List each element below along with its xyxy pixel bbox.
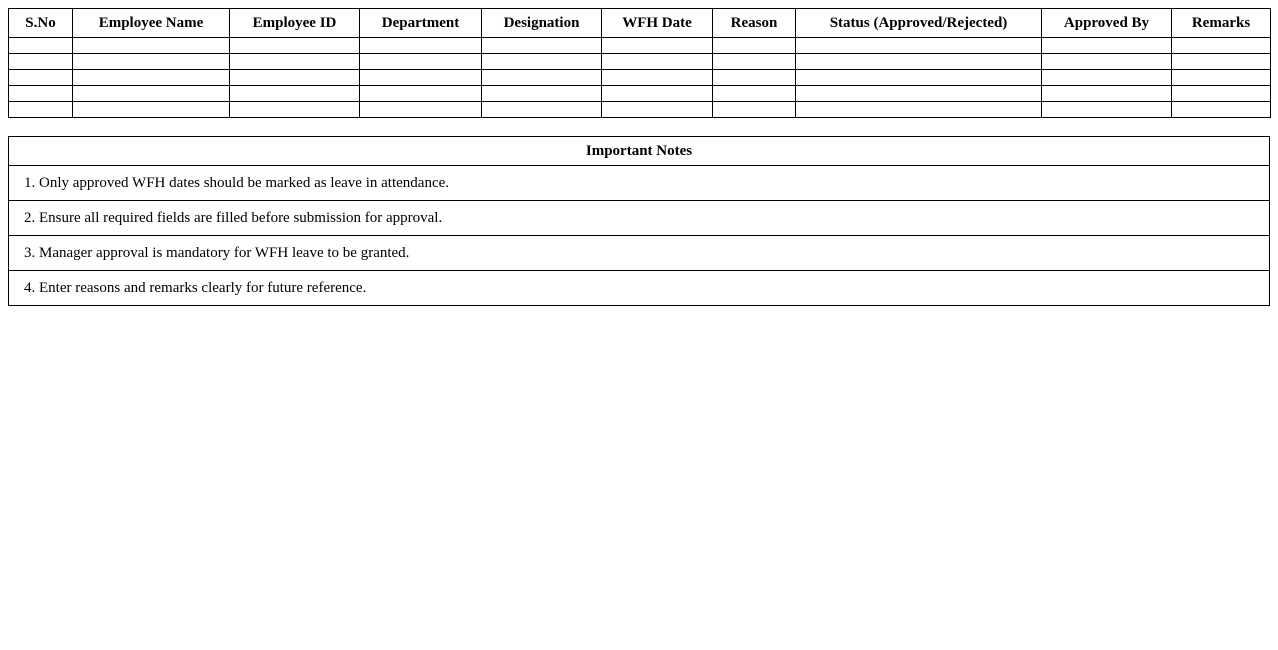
- cell-reason[interactable]: [713, 54, 796, 70]
- cell-sno[interactable]: [9, 38, 73, 54]
- cell-department[interactable]: [360, 54, 482, 70]
- cell-designation[interactable]: [482, 102, 602, 118]
- cell-approved-by[interactable]: [1042, 70, 1172, 86]
- column-header-employee-id: Employee ID: [230, 9, 360, 38]
- cell-reason[interactable]: [713, 38, 796, 54]
- column-header-approved-by: Approved By: [1042, 9, 1172, 38]
- cell-employee-id[interactable]: [230, 86, 360, 102]
- column-header-status: Status (Approved/Rejected): [796, 9, 1042, 38]
- table-row: [9, 54, 1271, 70]
- cell-wfh-date[interactable]: [602, 86, 713, 102]
- cell-approved-by[interactable]: [1042, 54, 1172, 70]
- cell-approved-by[interactable]: [1042, 38, 1172, 54]
- notes-row: [9, 166, 1270, 201]
- cell-employee-id[interactable]: [230, 38, 360, 54]
- cell-wfh-date[interactable]: [602, 70, 713, 86]
- cell-status[interactable]: [796, 38, 1042, 54]
- cell-employee-id[interactable]: [230, 70, 360, 86]
- wfh-request-table: [8, 8, 1271, 118]
- cell-status[interactable]: [796, 86, 1042, 102]
- cell-employee-name[interactable]: [73, 102, 230, 118]
- cell-approved-by[interactable]: [1042, 102, 1172, 118]
- note-item: 1. Only approved WFH dates should be marked as leave in attendance.: [9, 166, 1270, 201]
- cell-sno[interactable]: [9, 54, 73, 70]
- column-header-employee-name: Employee Name: [73, 9, 230, 38]
- notes-title: Important Notes: [9, 137, 1270, 166]
- table-row: [9, 86, 1271, 102]
- notes-row: [9, 271, 1270, 306]
- notes-header-row: [9, 137, 1270, 166]
- cell-employee-name[interactable]: [73, 70, 230, 86]
- table-row: [9, 102, 1271, 118]
- cell-employee-id[interactable]: [230, 54, 360, 70]
- cell-employee-name[interactable]: [73, 54, 230, 70]
- cell-wfh-date[interactable]: [602, 54, 713, 70]
- table-header-row: [9, 9, 1271, 38]
- note-item: 3. Manager approval is mandatory for WFH leave to be granted.: [9, 236, 1270, 271]
- cell-status[interactable]: [796, 70, 1042, 86]
- cell-reason[interactable]: [713, 70, 796, 86]
- cell-designation[interactable]: [482, 38, 602, 54]
- cell-approved-by[interactable]: [1042, 86, 1172, 102]
- note-item: 2. Ensure all required fields are filled before submission for approval.: [9, 201, 1270, 236]
- cell-remarks[interactable]: [1172, 38, 1271, 54]
- column-header-reason: Reason: [713, 9, 796, 38]
- cell-reason[interactable]: [713, 86, 796, 102]
- cell-department[interactable]: [360, 38, 482, 54]
- cell-wfh-date[interactable]: [602, 102, 713, 118]
- cell-remarks[interactable]: [1172, 54, 1271, 70]
- cell-sno[interactable]: [9, 86, 73, 102]
- cell-designation[interactable]: [482, 54, 602, 70]
- cell-employee-id[interactable]: [230, 102, 360, 118]
- cell-department[interactable]: [360, 86, 482, 102]
- notes-row: [9, 201, 1270, 236]
- cell-department[interactable]: [360, 102, 482, 118]
- column-header-remarks: Remarks: [1172, 9, 1271, 38]
- column-header-wfh-date: WFH Date: [602, 9, 713, 38]
- cell-employee-name[interactable]: [73, 38, 230, 54]
- cell-wfh-date[interactable]: [602, 38, 713, 54]
- cell-remarks[interactable]: [1172, 70, 1271, 86]
- notes-row: [9, 236, 1270, 271]
- cell-status[interactable]: [796, 102, 1042, 118]
- cell-employee-name[interactable]: [73, 86, 230, 102]
- important-notes-table: [8, 136, 1270, 306]
- cell-designation[interactable]: [482, 70, 602, 86]
- cell-reason[interactable]: [713, 102, 796, 118]
- cell-sno[interactable]: [9, 102, 73, 118]
- note-item: 4. Enter reasons and remarks clearly for future reference.: [9, 271, 1270, 306]
- table-row: [9, 70, 1271, 86]
- cell-department[interactable]: [360, 70, 482, 86]
- column-header-sno: S.No: [9, 9, 73, 38]
- cell-designation[interactable]: [482, 86, 602, 102]
- cell-remarks[interactable]: [1172, 102, 1271, 118]
- column-header-designation: Designation: [482, 9, 602, 38]
- column-header-department: Department: [360, 9, 482, 38]
- cell-status[interactable]: [796, 54, 1042, 70]
- cell-remarks[interactable]: [1172, 86, 1271, 102]
- cell-sno[interactable]: [9, 70, 73, 86]
- table-row: [9, 38, 1271, 54]
